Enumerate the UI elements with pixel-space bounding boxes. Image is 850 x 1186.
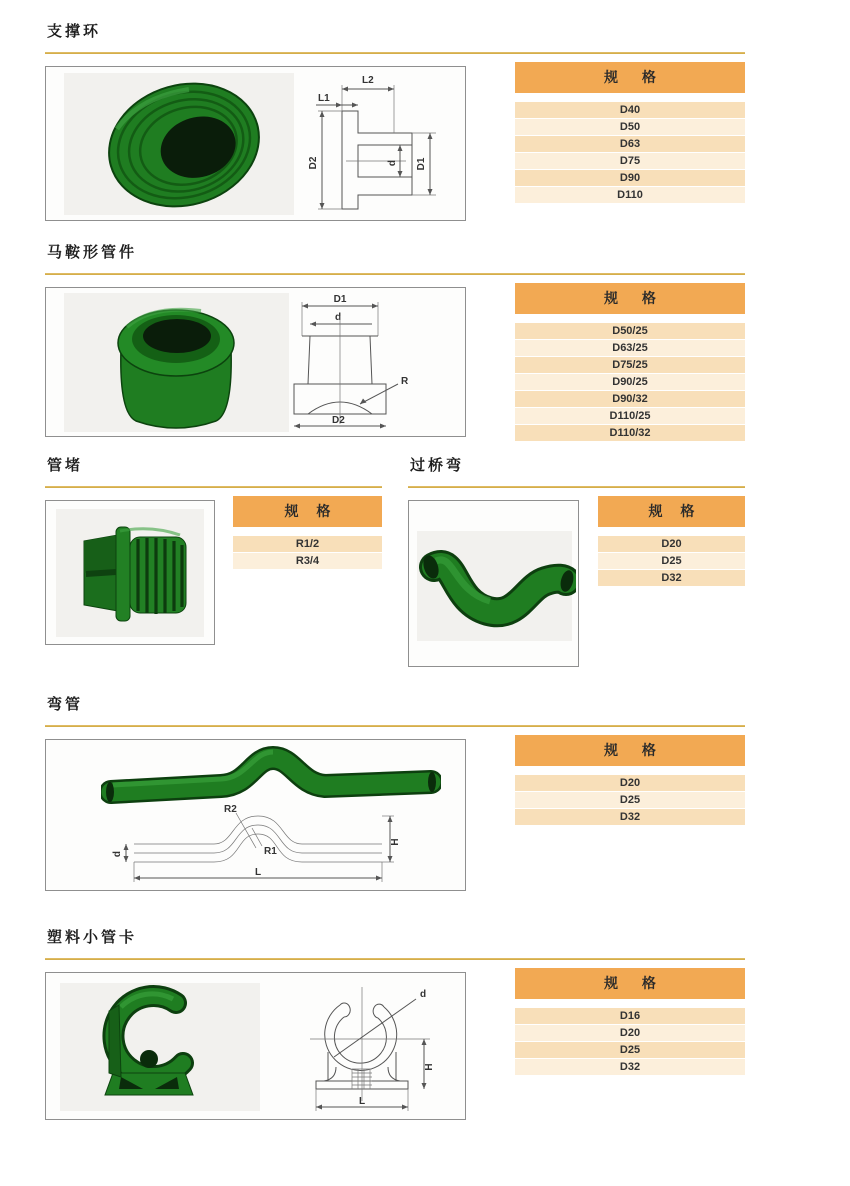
dim-label-r: R <box>401 376 409 387</box>
spec-row: D32 <box>515 809 745 826</box>
technical-drawing-support-ring <box>254 71 459 218</box>
spec-row: D50/25 <box>515 323 745 340</box>
spec-row: D90/32 <box>515 391 745 408</box>
spec-table-bridge-bend <box>598 496 745 587</box>
dim-label-r2: R2 <box>224 804 237 815</box>
dim-label-h: H <box>424 1063 435 1071</box>
section-title-support-ring: 支撑环 <box>47 23 102 40</box>
section-bend-pipe <box>45 693 745 891</box>
spec-table-plug <box>233 496 382 570</box>
spec-header: 规 格 <box>515 968 745 999</box>
spec-row: D16 <box>515 1008 745 1025</box>
spec-header: 规 格 <box>515 283 745 314</box>
spec-row: D90 <box>515 170 745 187</box>
spec-row: D75 <box>515 153 745 170</box>
spec-row: D110/32 <box>515 425 745 442</box>
product-panel-bridge-bend <box>408 500 579 667</box>
product-image-saddle <box>91 293 261 433</box>
spec-row: D25 <box>598 553 745 570</box>
product-panel-support-ring <box>45 66 466 221</box>
spec-row: R1/2 <box>233 536 382 553</box>
product-panel-plug <box>45 500 215 645</box>
dim-label-d: d <box>387 159 398 167</box>
spec-table-bend-pipe <box>515 735 745 826</box>
section-plug <box>45 454 382 645</box>
dim-label-d: d <box>420 989 427 1000</box>
spec-row: D25 <box>515 792 745 809</box>
spec-row: D110 <box>515 187 745 204</box>
section-divider <box>408 486 745 488</box>
spec-header: 规 格 <box>598 496 745 527</box>
product-panel-bend-pipe <box>45 739 466 891</box>
spec-row: D63 <box>515 136 745 153</box>
section-pipe-clamp <box>45 926 745 1120</box>
dim-label-l2: L2 <box>362 75 374 86</box>
section-divider <box>45 273 745 275</box>
spec-row: D40 <box>515 102 745 119</box>
dim-label-h: H <box>390 838 401 846</box>
spec-row: D32 <box>515 1059 745 1076</box>
section-divider <box>45 958 745 960</box>
spec-row: D25 <box>515 1042 745 1059</box>
spec-row: D63/25 <box>515 340 745 357</box>
section-divider <box>45 725 745 727</box>
spec-table-saddle <box>515 283 745 442</box>
product-image-pipe-clamp <box>81 985 226 1110</box>
dim-label-r1: R1 <box>264 846 277 857</box>
technical-drawing-pipe-clamp <box>274 977 459 1117</box>
section-divider <box>45 486 382 488</box>
dim-label-d2: D2 <box>332 415 345 426</box>
spec-header: 规 格 <box>515 735 745 766</box>
spec-row: D90/25 <box>515 374 745 391</box>
spec-table-support-ring <box>515 62 745 204</box>
dim-label-d1: D1 <box>333 294 347 305</box>
product-image-bridge-bend <box>414 539 576 644</box>
section-title-bridge-bend: 过桥弯 <box>410 457 465 474</box>
section-title-saddle: 马鞍形管件 <box>47 244 138 261</box>
spec-row: D20 <box>598 536 745 553</box>
product-panel-pipe-clamp <box>45 972 466 1120</box>
spec-row: R3/4 <box>233 553 382 570</box>
spec-header: 规 格 <box>233 496 382 527</box>
dim-label-l1: L1 <box>318 93 330 104</box>
dim-label-d: d <box>112 850 123 858</box>
spec-table-pipe-clamp <box>515 968 745 1076</box>
section-saddle <box>45 241 745 442</box>
dim-label-d1: D1 <box>416 157 427 171</box>
product-image-bend-pipe <box>101 746 441 808</box>
dim-label-d2: D2 <box>308 156 319 170</box>
product-panel-saddle <box>45 287 466 437</box>
technical-drawing-bend-pipe <box>96 802 421 888</box>
spec-row: D110/25 <box>515 408 745 425</box>
spec-row: D50 <box>515 119 745 136</box>
technical-drawing-saddle <box>260 292 430 435</box>
section-title-bend-pipe: 弯管 <box>47 696 84 713</box>
dim-label-l: L <box>358 1096 366 1107</box>
section-bridge-bend <box>408 454 745 667</box>
dim-label-d: d <box>334 312 342 323</box>
section-title-pipe-clamp: 塑料小管卡 <box>47 929 138 946</box>
section-divider <box>45 52 745 54</box>
section-title-plug: 管堵 <box>47 457 84 474</box>
dim-label-l: L <box>254 867 262 878</box>
product-image-plug <box>56 513 206 633</box>
section-support-ring <box>45 20 745 221</box>
spec-header: 规 格 <box>515 62 745 93</box>
spec-row: D32 <box>598 570 745 587</box>
spec-row: D75/25 <box>515 357 745 374</box>
spec-row: D20 <box>515 775 745 792</box>
spec-row: D20 <box>515 1025 745 1042</box>
